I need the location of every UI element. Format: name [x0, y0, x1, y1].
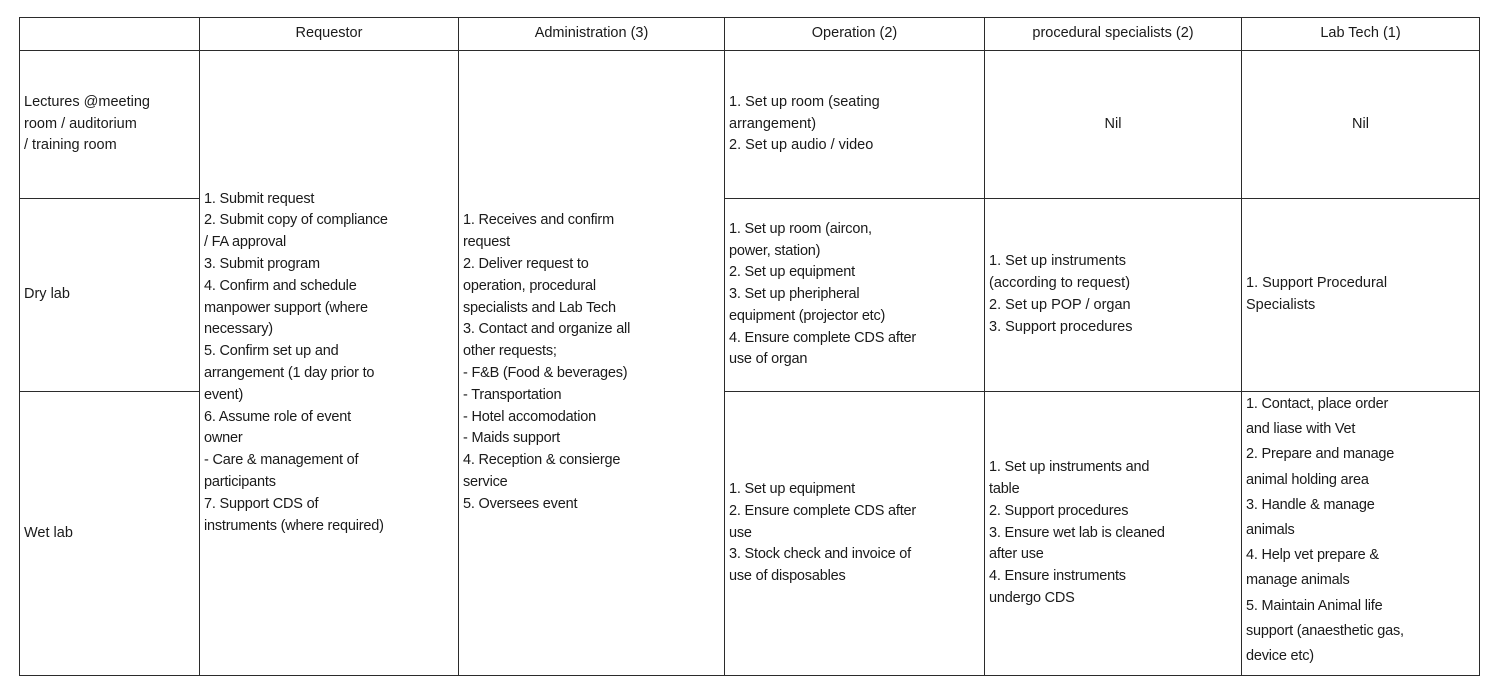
text-line: 4. Ensure instruments — [989, 568, 1126, 585]
text-line: 3. Handle & manage — [1246, 496, 1375, 513]
text-line: Wet lab — [24, 524, 73, 541]
text-line: manage animals — [1246, 572, 1350, 589]
text-line: / FA approval — [204, 234, 287, 251]
cell-operation-wet-lab — [725, 392, 985, 676]
text-line: 3. Support procedures — [989, 318, 1133, 335]
text-line: request — [463, 234, 510, 251]
text-line: animals — [1246, 522, 1295, 539]
text-line: specialists and Lab Tech — [463, 299, 616, 316]
text-line: 2. Prepare and manage — [1246, 446, 1395, 463]
text-line: participants — [204, 473, 276, 490]
text-line: 1. Set up room (aircon, — [729, 220, 872, 237]
header-cell-operation: Operation (2) — [725, 18, 985, 51]
header-cell-administration: Administration (3) — [459, 18, 725, 51]
cell-operation-dry-lab — [725, 199, 985, 392]
text-line: 4. Confirm and schedule — [204, 277, 357, 294]
text-line: 3. Stock check and invoice of — [729, 546, 911, 563]
text-line: 1. Set up instruments and — [989, 459, 1150, 476]
cell-administration — [459, 51, 725, 676]
text-line: / training room — [24, 137, 117, 154]
text-line: 5. Maintain Animal life — [1246, 597, 1383, 614]
text-line: Nil — [1104, 115, 1122, 132]
text-line: support (anaesthetic gas, — [1246, 622, 1404, 639]
text-line: 4. Reception & consierge — [463, 452, 621, 469]
text-line: arrangement) — [729, 115, 817, 132]
text-line: - F&B (Food & beverages) — [463, 365, 628, 381]
responsibility-table — [19, 17, 1480, 676]
cell-labtech-dry-lab — [1242, 199, 1480, 392]
text-line: and liase with Vet — [1246, 421, 1356, 438]
text-line: power, station) — [729, 242, 821, 259]
text-line: use — [729, 524, 752, 541]
text-line: equipment (projector etc) — [729, 307, 886, 324]
text-line: 3. Set up pheripheral — [729, 286, 860, 303]
text-line: undergo CDS — [989, 589, 1075, 606]
text-line: 4. Ensure complete CDS after — [729, 329, 917, 346]
header-cell-empty — [20, 18, 200, 51]
text-line: 1. Set up room (seating — [729, 93, 880, 110]
cell-procedural-wet-lab — [985, 392, 1242, 676]
text-line: table — [989, 481, 1020, 497]
text-line: 6. Assume role of event — [204, 408, 351, 425]
text-line: 4. Help vet prepare & — [1246, 547, 1379, 564]
text-line: other requests; — [463, 343, 557, 360]
text-line: use of disposables — [729, 568, 846, 585]
text-line: event) — [204, 386, 244, 403]
text-line: arrangement (1 day prior to — [204, 365, 375, 381]
row-label-dry-lab — [20, 199, 200, 392]
text-line: 1. Support Procedural — [1246, 275, 1388, 292]
text-line: Dry lab — [24, 286, 70, 303]
text-line: 7. Support CDS of — [204, 495, 319, 512]
text-line: Nil — [1352, 115, 1369, 132]
text-line: 3. Contact and organize all — [463, 321, 631, 338]
row-label-wet-lab — [20, 392, 200, 676]
text-line: Lectures @meeting — [24, 93, 150, 110]
text-line: - Hotel accomodation — [463, 408, 597, 425]
text-line: 2. Set up POP / organ — [989, 297, 1131, 313]
text-line: 1. Set up equipment — [729, 481, 855, 497]
text-line: 1. Set up instruments — [989, 253, 1127, 270]
text-line: room / auditorium — [24, 115, 137, 132]
text-line: 5. Confirm set up and — [204, 343, 339, 360]
text-line: use of organ — [729, 351, 808, 368]
text-line: 2. Set up audio / video — [729, 137, 874, 154]
text-line: 3. Submit program — [204, 256, 320, 273]
text-line: 2. Support procedures — [989, 502, 1129, 519]
text-line: 1. Receives and confirm — [463, 212, 614, 229]
cell-labtech-lectures — [1242, 51, 1480, 199]
text-line: instruments (where required) — [204, 517, 384, 534]
text-line: owner — [204, 430, 243, 447]
header-cell-lab-tech: Lab Tech (1) — [1242, 18, 1480, 51]
text-line: 2. Deliver request to — [463, 256, 589, 273]
text-line: animal holding area — [1246, 471, 1369, 488]
row-label-lectures — [20, 51, 200, 199]
text-line: 3. Ensure wet lab is cleaned — [989, 524, 1165, 541]
cell-operation-lectures — [725, 51, 985, 199]
text-line: service — [463, 473, 508, 490]
text-line: operation, procedural — [463, 277, 596, 294]
text-line: necessary) — [204, 321, 273, 338]
text-line: - Maids support — [463, 430, 560, 447]
text-line: after use — [989, 546, 1044, 563]
table-row-lectures — [20, 51, 1480, 199]
header-row — [20, 18, 1480, 51]
cell-requestor — [200, 51, 459, 676]
header-cell-procedural-specialists: procedural specialists (2) — [985, 18, 1242, 51]
text-line: - Transportation — [463, 386, 562, 403]
text-line: 2. Submit copy of compliance — [204, 212, 388, 229]
header-cell-requestor: Requestor — [200, 18, 459, 51]
text-line: 2. Set up equipment — [729, 264, 855, 281]
responsibility-matrix-document — [19, 17, 1479, 675]
text-line: - Care & management of — [204, 452, 359, 469]
text-line: Specialists — [1246, 297, 1316, 313]
text-line: device etc) — [1246, 648, 1314, 665]
text-line: 1. Contact, place order — [1246, 396, 1389, 412]
text-line: 2. Ensure complete CDS after — [729, 502, 917, 519]
cell-procedural-dry-lab — [985, 199, 1242, 392]
text-line: 1. Submit request — [204, 190, 315, 207]
cell-labtech-wet-lab — [1242, 392, 1480, 676]
text-line: (according to request) — [989, 275, 1131, 292]
text-line: 5. Oversees event — [463, 495, 578, 512]
cell-procedural-lectures — [985, 51, 1242, 199]
text-line: manpower support (where — [204, 299, 368, 316]
